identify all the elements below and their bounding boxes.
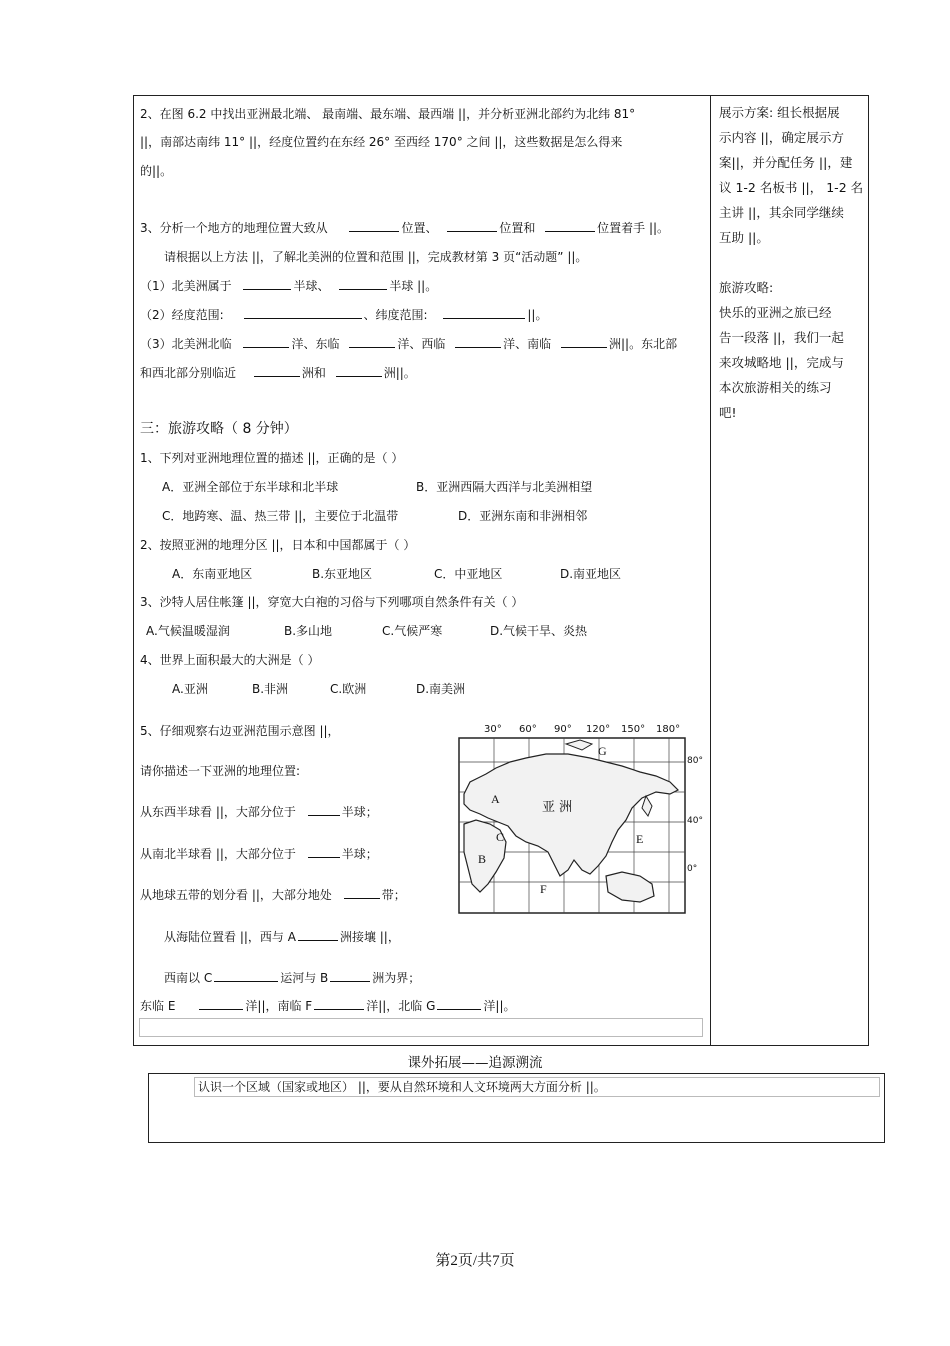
mcq1: 1、下列对亚洲地理位置的描述 ||，正确的是（ ） <box>140 451 404 465</box>
lon-label: 180° <box>656 724 681 735</box>
q2-line3: 的||。 <box>140 164 173 178</box>
blank[interactable] <box>244 306 362 319</box>
blank[interactable] <box>349 219 399 232</box>
blank[interactable] <box>443 306 525 319</box>
extension-text: 认识一个区域（国家或地区） ||，要从自然环境和人文环境两大方面分析 ||。 <box>194 1077 880 1097</box>
mcq2-option-d[interactable]: D.南亚地区 <box>560 567 622 581</box>
blank[interactable] <box>308 803 340 816</box>
blank[interactable] <box>561 335 607 348</box>
q5-line-b: 从东西半球看 ||，大部分位于 半球； <box>140 805 378 819</box>
q5-line-g: 东临 E 洋||，南临 F 洋||，北临 G 洋||。 <box>140 999 516 1013</box>
note-line: 吧! <box>719 405 737 420</box>
mcq2-option-a[interactable]: A．东南亚地区 <box>172 567 253 581</box>
q3-sub4: 和西北部分别临近 洲和 洲||。 <box>140 366 416 380</box>
q2-line2: ||，南部达南纬 11° ||，经度位置约在东经 26° 至西经 170° 之间 ||，这些数据是怎么得来 <box>140 135 623 149</box>
q5-title: 5、仔细观察右边亚洲范围示意图 ||， <box>140 724 340 738</box>
blank[interactable] <box>349 335 395 348</box>
blank[interactable] <box>339 277 387 290</box>
extension-heading: 课外拓展——追源溯流 <box>407 1055 543 1071</box>
blank[interactable] <box>336 364 382 377</box>
blank[interactable] <box>437 997 481 1010</box>
mcq3: 3、沙特人居住帐篷 ||，穿宽大白袍的习俗与下列哪项自然条件有关（ ） <box>140 595 524 609</box>
mcq4-option-a[interactable]: A.亚洲 <box>172 682 208 696</box>
lon-label: 60° <box>519 724 537 735</box>
q3-sub3: （3）北美洲北临 洋、东临 洋、西临 洋、南临 洲||。东北部 <box>140 337 678 351</box>
mcq4-option-d[interactable]: D.南美洲 <box>416 682 466 696</box>
lon-label: 150° <box>621 724 646 735</box>
mcq1-option-a[interactable]: A．亚洲全部位于东半球和北半球 <box>162 480 339 494</box>
mcq3-option-c[interactable]: C.气候严寒 <box>382 624 443 638</box>
column-divider <box>710 96 711 1045</box>
q5-line-c: 从南北半球看 ||，大部分位于 半球； <box>140 847 378 861</box>
blank[interactable] <box>314 997 364 1010</box>
mcq1-option-d[interactable]: D．亚洲东南和非洲相邻 <box>458 509 588 523</box>
blank[interactable] <box>308 845 340 858</box>
lon-label: 30° <box>484 724 502 735</box>
mcq2: 2、按照亚洲的地理分区 ||，日本和中国都属于（ ） <box>140 538 416 552</box>
lat-label: 0° <box>687 864 698 874</box>
blank[interactable] <box>447 219 497 232</box>
mcq2-option-c[interactable]: C．中亚地区 <box>434 567 503 581</box>
mcq3-option-b[interactable]: B.多山地 <box>284 624 333 638</box>
asia-label: 亚 洲 <box>542 800 573 815</box>
note-line: 快乐的亚洲之旅已经 <box>719 305 832 320</box>
mcq3-option-a[interactable]: A.气候温暖湿润 <box>146 624 230 638</box>
map-letter-e: E <box>636 832 644 846</box>
note-line: 来攻城略地 ||，完成与 <box>719 355 844 370</box>
map-letter-c: C <box>496 830 505 844</box>
section3-title: 三：旅游攻略（ 8 分钟） <box>140 421 298 437</box>
q3-sub2: （2）经度范围: 、纬度范围: ||。 <box>140 308 548 322</box>
extension-box <box>148 1073 885 1143</box>
note-line: 示内容 ||，确定展示方 <box>719 130 844 145</box>
right-notes <box>719 100 864 425</box>
mcq4-option-b[interactable]: B.非洲 <box>252 682 289 696</box>
mcq1-option-b[interactable]: B．亚洲西隔大西洋与北美洲相望 <box>416 480 593 494</box>
lon-label: 120° <box>586 724 611 735</box>
asia-map <box>456 724 710 914</box>
q3-instruction: 请根据以上方法 ||，了解北美洲的位置和范围 ||，完成教材第 3 页“活动题” ||。 <box>164 250 588 264</box>
map-letter-a: A <box>491 792 500 806</box>
empty-answer-row <box>139 1018 703 1037</box>
main-table <box>133 95 869 1046</box>
blank[interactable] <box>199 997 243 1010</box>
q2-line1: 2、在图 6.2 中找出亚洲最北端、 最南端、最东端、最西端 ||，并分析亚洲北部约为北纬 81° <box>140 107 636 121</box>
note-line: 本次旅游相关的练习 <box>719 380 832 395</box>
note-line: 主讲 ||，其余同学继续 <box>719 205 844 220</box>
lat-label: 80° <box>687 756 703 766</box>
blank[interactable] <box>344 886 380 899</box>
spacer <box>719 250 864 275</box>
blank[interactable] <box>214 969 278 982</box>
note-line: 展示方案: 组长根据展 <box>719 105 840 120</box>
asia-map-svg <box>456 724 710 914</box>
note-line: 案||，并分配任务 ||，建 <box>719 155 853 170</box>
note-line: 旅游攻略: <box>719 280 774 295</box>
page-number: 第2页/共7页 <box>435 1253 515 1269</box>
blank[interactable] <box>298 928 338 941</box>
mcq1-option-c[interactable]: C．地跨寒、温、热三带 ||，主要位于北温带 <box>162 509 399 523</box>
lat-label: 40° <box>687 816 703 826</box>
map-letter-f: F <box>540 882 547 896</box>
mcq2-option-b[interactable]: B.东亚地区 <box>312 567 373 581</box>
map-letter-b: B <box>478 852 487 866</box>
mcq4: 4、世界上面积最大的大洲是（ ） <box>140 653 320 667</box>
q5-line-d: 从地球五带的划分看 ||，大部分地处 带； <box>140 888 406 902</box>
q3-sub1: （1）北美洲属于 半球、 半球 ||。 <box>140 279 438 293</box>
q5-prompt: 请你描述一下亚洲的地理位置: <box>140 764 301 778</box>
blank[interactable] <box>545 219 595 232</box>
note-line: 互助 ||。 <box>719 230 769 245</box>
note-line: 告一段落 ||，我们一起 <box>719 330 844 345</box>
note-line: 议 1-2 名板书 ||， 1-2 名 <box>719 180 864 195</box>
mcq4-option-c[interactable]: C.欧洲 <box>330 682 367 696</box>
blank[interactable] <box>243 277 291 290</box>
blank[interactable] <box>455 335 501 348</box>
lon-label: 90° <box>554 724 572 735</box>
q5-line-e: 从海陆位置看 ||，西与 A 洲接壤 ||， <box>164 930 400 944</box>
blank[interactable] <box>243 335 289 348</box>
mcq3-option-d[interactable]: D.气候干旱、炎热 <box>490 624 588 638</box>
blank[interactable] <box>330 969 370 982</box>
q5-line-f: 西南以 C 运河与 B 洲为界； <box>164 971 421 985</box>
map-letter-g: G <box>598 744 607 758</box>
blank[interactable] <box>254 364 300 377</box>
q3-line1: 3、分析一个地方的地理位置大致从 位置、 位置和 位置着手 ||。 <box>140 221 670 235</box>
